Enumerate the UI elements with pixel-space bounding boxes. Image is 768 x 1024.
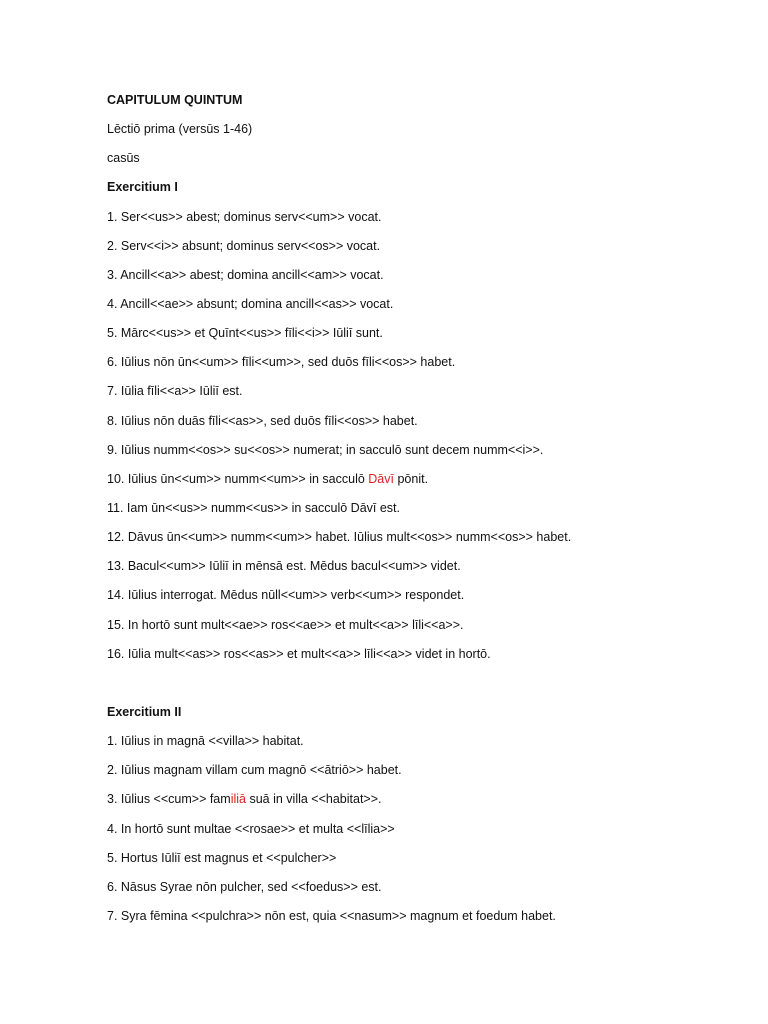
exercise2-item-3	[107, 791, 727, 807]
topic-label: casūs	[107, 151, 140, 166]
lectio-subtitle: Lēctiō prima (versūs 1-46)	[107, 122, 253, 137]
exercise1-item: 11. Iam ūn<<us>> numm<<us>> in sacculō Dāvī est.	[107, 500, 400, 515]
exercise2-item: 5. Hortus Iūliī est magnus et <<pulcher>>	[107, 850, 337, 865]
exercise1-item: 12. Dāvus ūn<<um>> numm<<um>> habet. Iūlius mult<<os>> numm<<os>> habet.	[107, 530, 572, 545]
highlighted-word: Dāvī	[368, 471, 394, 486]
chapter-title: CAPITULUM QUINTUM	[107, 93, 243, 107]
exercise1-heading: Exercitium I	[107, 180, 178, 195]
exercise2-item: 4. In hortō sunt multae <<rosae>> et multa <<līlia>>	[107, 821, 395, 836]
exercise1-item: 16. Iūlia mult<<as>> ros<<as>> et mult<<a>> līli<<a>> videt in hortō.	[107, 646, 491, 661]
exercise2-heading: Exercitium II	[107, 704, 182, 719]
highlighted-word: iliā	[230, 792, 246, 807]
exercise1-item: 14. Iūlius interrogat. Mēdus nūll<<um>> verb<<um>> respondet.	[107, 588, 465, 603]
exercise1-item: 13. Bacul<<um>> Iūliī in mēnsā est. Mēdus bacul<<um>> videt.	[107, 559, 461, 574]
item3-prefix: 3. Iūlius <<cum>> fam	[107, 792, 231, 807]
exercise1-item: 5. Mārc<<us>> et Quīnt<<us>> fīli<<i>> Iūliī sunt.	[107, 326, 383, 341]
exercise1-item: 6. Iūlius nōn ūn<<um>> fīli<<um>>, sed duōs fīli<<os>> habet.	[107, 355, 456, 370]
exercise1-item: 1. Ser<<us>> abest; dominus serv<<um>> vocat.	[107, 209, 382, 224]
item3-suffix: suā in villa <<habitat>>.	[245, 792, 382, 807]
exercise1-item: 15. In hortō sunt mult<<ae>> ros<<ae>> et mult<<a>> līli<<a>>.	[107, 617, 464, 632]
document-page	[107, 92, 727, 937]
section-spacer	[107, 675, 727, 704]
item10-suffix: pōnit.	[393, 471, 429, 486]
exercise1-item: 2. Serv<<i>> absunt; dominus serv<<os>> vocat.	[107, 238, 381, 253]
item10-prefix: 10. Iūlius ūn<<um>> numm<<um>> in sacculō	[107, 471, 369, 486]
exercise2-item: 2. Iūlius magnam villam cum magnō <<ātriō>> habet.	[107, 763, 402, 778]
exercise1-item: 7. Iūlia fīli<<a>> Iūliī est.	[107, 384, 243, 399]
exercise1-item: 3. Ancill<<a>> abest; domina ancill<<am>> vocat.	[107, 267, 384, 282]
exercise2-item: 6. Nāsus Syrae nōn pulcher, sed <<foedus>> est.	[107, 879, 382, 894]
exercise1-item: 9. Iūlius numm<<os>> su<<os>> numerat; in sacculō sunt decem numm<<i>>.	[107, 442, 544, 457]
exercise2-item: 7. Syra fēmina <<pulchra>> nōn est, quia <<nasum>> magnum et foedum habet.	[107, 908, 556, 923]
exercise2-item: 1. Iūlius in magnā <<villa>> habitat.	[107, 734, 304, 749]
exercise1-item-10	[107, 471, 727, 487]
exercise1-item: 4. Ancill<<ae>> absunt; domina ancill<<as>> vocat.	[107, 296, 394, 311]
exercise1-item: 8. Iūlius nōn duās fīli<<as>>, sed duōs fīli<<os>> habet.	[107, 413, 418, 428]
